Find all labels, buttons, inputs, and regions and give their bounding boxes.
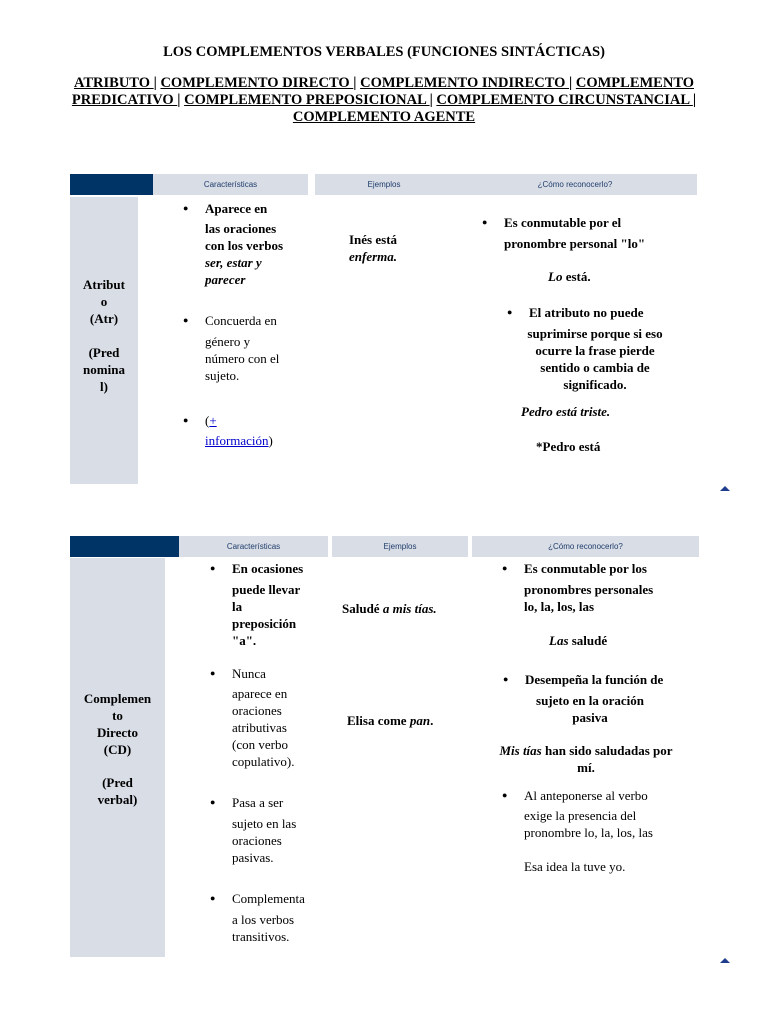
- back-to-top-icon[interactable]: [720, 958, 730, 963]
- list-item: ● Desempeña la función de: [503, 672, 664, 687]
- nav-link-complemento-predicativo[interactable]: COMPLEMENTO PREDICATIVO: [71, 75, 695, 108]
- bullet-icon: ●: [502, 563, 508, 573]
- row-label-atributo: Atribut o (Atr) (Pred nomina l): [70, 197, 138, 484]
- bullet-icon: ●: [183, 315, 189, 325]
- list-item: ● Complementa: [210, 891, 305, 906]
- nav-link-complemento-indirecto[interactable]: COMPLEMENTO INDIRECTO: [360, 75, 570, 91]
- nav-link-atributo[interactable]: ATRIBUTO: [73, 75, 154, 91]
- list-item: ● Aparece en: [183, 201, 268, 216]
- mas-informacion-link[interactable]: +: [209, 413, 217, 428]
- mas-informacion-link-text[interactable]: información: [205, 433, 269, 448]
- back-to-top-icon[interactable]: [720, 486, 730, 491]
- complemento-directo-table: Características Ejemplos ¿Cómo reconocerlo? Complemen to Directo (CD) (Pred verbal) ● En ocasiones puede llevar la preposición "a". ● Nunca aparece en oraciones atributivas (con verbo copulativo). ● Pasa a ser sujeto en las oraciones pasivas. ● Complementa a los verbos transitivos. Saludé a mis tías. Elisa come pan. ● Es conmutable por los pronombres personales lo, la, los, las Las saludé ● Desempeña la función de sujeto en la oración pasiva Mis tías han sido saludadas por mí. ● Al anteponerse al verbo exige la presencia del pronombre lo, la, los, las Esa idea la tuve yo.: [70, 536, 699, 957]
- header-corner: [70, 174, 153, 195]
- list-item: ● Al anteponerse al verbo: [502, 788, 648, 803]
- header-caracteristicas: Características: [179, 536, 328, 557]
- nav-link-complemento-circunstancial[interactable]: COMPLEMENTO CIRCUNSTANCIAL: [436, 92, 693, 108]
- bullet-icon: ●: [502, 790, 508, 800]
- header-como-reconocerlo: ¿Cómo reconocerlo?: [472, 536, 699, 557]
- list-item: ● Pasa a ser: [210, 795, 284, 810]
- list-item: ● En ocasiones: [210, 561, 304, 576]
- list-item: ● El atributo no puede: [507, 305, 644, 320]
- bullet-icon: ●: [183, 203, 189, 213]
- atributo-table: Características Ejemplos ¿Cómo reconocerlo? Atribut o (Atr) (Pred nomina l) ● Aparece en las oraciones con los verbos ser, estar y parecer ● Concuerda en género y número con el sujeto. ● (+ información) Inés está enferma. ● Es conmutable por el pronombre personal "lo" Lo está. ● El atributo no puede suprimirse porque si eso ocurre la frase pierde sentido o cambia de significado. Pedro está triste. *Pedro está: [70, 174, 697, 484]
- bullet-icon: ●: [210, 563, 216, 573]
- row-label-complemento-directo: Complemen to Directo (CD) (Pred verbal): [70, 558, 165, 957]
- section-nav: ATRIBUTO | COMPLEMENTO DIRECTO | COMPLEMENTO INDIRECTO | COMPLEMENTO PREDICATIVO | COMPLEMENTO PREPOSICIONAL | COMPLEMENTO CIRCUNSTANCIAL | COMPLEMENTO AGENTE: [71, 75, 697, 125]
- example-cd-1: Saludé a mis tías.: [342, 601, 437, 616]
- header-como-reconocerlo: ¿Cómo reconocerlo?: [453, 174, 697, 195]
- header-ejemplos: Ejemplos: [315, 174, 453, 195]
- header-corner: [70, 536, 179, 557]
- header-caracteristicas: Características: [153, 174, 308, 195]
- bullet-icon: ●: [210, 668, 216, 678]
- bullet-icon: ●: [210, 797, 216, 807]
- bullet-icon: ●: [482, 217, 488, 227]
- list-item: ● Concuerda en: [183, 313, 277, 328]
- page-title: LOS COMPLEMENTOS VERBALES (FUNCIONES SINTÁCTICAS): [163, 44, 605, 60]
- list-item: ● (+: [183, 413, 217, 428]
- nav-link-complemento-directo[interactable]: COMPLEMENTO DIRECTO: [160, 75, 354, 91]
- header-ejemplos: Ejemplos: [332, 536, 468, 557]
- list-item: ● Nunca: [210, 666, 266, 681]
- list-item: ● Es conmutable por los: [502, 561, 647, 576]
- nav-link-complemento-agente[interactable]: COMPLEMENTO AGENTE: [292, 109, 476, 125]
- bullet-icon: ●: [507, 307, 513, 317]
- bullet-icon: ●: [503, 674, 509, 684]
- nav-link-complemento-preposicional[interactable]: COMPLEMENTO PREPOSICIONAL: [184, 92, 430, 108]
- bullet-icon: ●: [183, 415, 189, 425]
- list-item: ● Es conmutable por el: [482, 215, 622, 230]
- example-cd-2: Elisa come pan.: [347, 713, 434, 728]
- bullet-icon: ●: [210, 893, 216, 903]
- example-atributo: Inés está enferma.: [349, 232, 398, 264]
